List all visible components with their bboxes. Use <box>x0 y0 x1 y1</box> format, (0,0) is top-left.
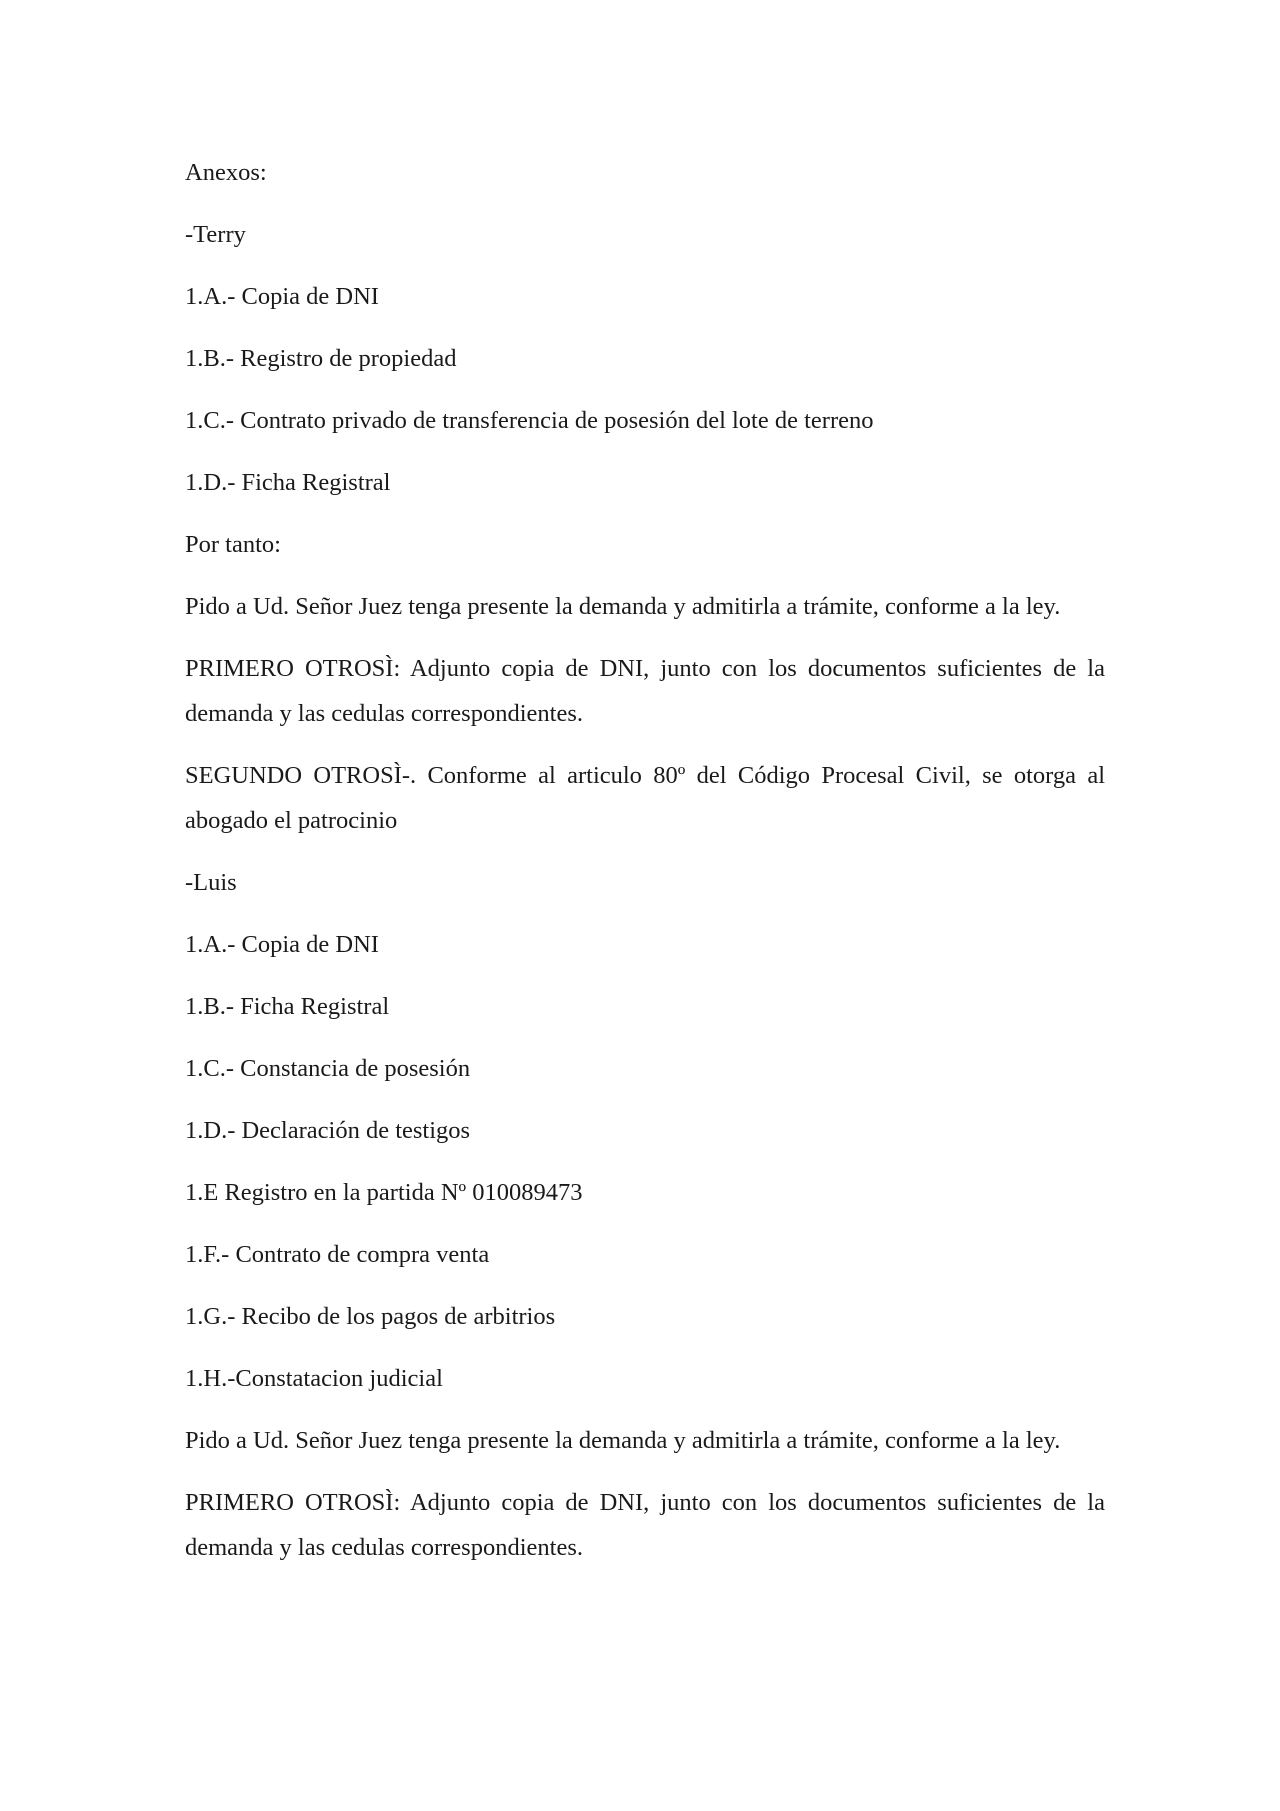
por-tanto-heading: Por tanto: <box>185 531 281 558</box>
annex-item: 1.F.- Contrato de compra venta <box>185 1241 490 1268</box>
primero-otrosi-paragraph: PRIMERO OTROSÌ: Adjunto copia de DNI, junto con los documentos suficientes de la demanda y las cedulas correspondientes. <box>185 1489 1105 1561</box>
annex-item: 1.D.- Ficha Registral <box>185 469 391 496</box>
annex-item: 1.H.-Constatacion judicial <box>185 1365 443 1392</box>
document-body <box>185 150 1105 1587</box>
annex-item: 1.D.- Declaración de testigos <box>185 1117 471 1144</box>
annex-item: 1.C.- Contrato privado de transferencia de posesión del lote de terreno <box>185 407 874 434</box>
annex-party-terry: -Terry <box>185 221 246 248</box>
annex-party-luis: -Luis <box>185 869 237 896</box>
primero-otrosi-paragraph: PRIMERO OTROSÌ: Adjunto copia de DNI, junto con los documentos suficientes de la demanda y las cedulas correspondientes. <box>185 655 1105 727</box>
segundo-otrosi-paragraph: SEGUNDO OTROSÌ-. Conforme al articulo 80º del Código Procesal Civil, se otorga al abogado el patrocinio <box>185 762 1105 834</box>
annex-item: 1.B.- Registro de propiedad <box>185 345 457 372</box>
annex-item: 1.G.- Recibo de los pagos de arbitrios <box>185 1303 556 1330</box>
annex-item: 1.E Registro en la partida Nº 010089473 <box>185 1179 583 1206</box>
annex-heading: Anexos: <box>185 159 267 186</box>
annex-item: 1.A.- Copia de DNI <box>185 283 379 310</box>
annex-item: 1.A.- Copia de DNI <box>185 931 379 958</box>
annex-item: 1.B.- Ficha Registral <box>185 993 390 1020</box>
annex-item: 1.C.- Constancia de posesión <box>185 1055 471 1082</box>
request-paragraph: Pido a Ud. Señor Juez tenga presente la demanda y admitirla a trámite, conforme a la ley. <box>185 593 1061 620</box>
request-paragraph: Pido a Ud. Señor Juez tenga presente la demanda y admitirla a trámite, conforme a la ley. <box>185 1427 1061 1454</box>
